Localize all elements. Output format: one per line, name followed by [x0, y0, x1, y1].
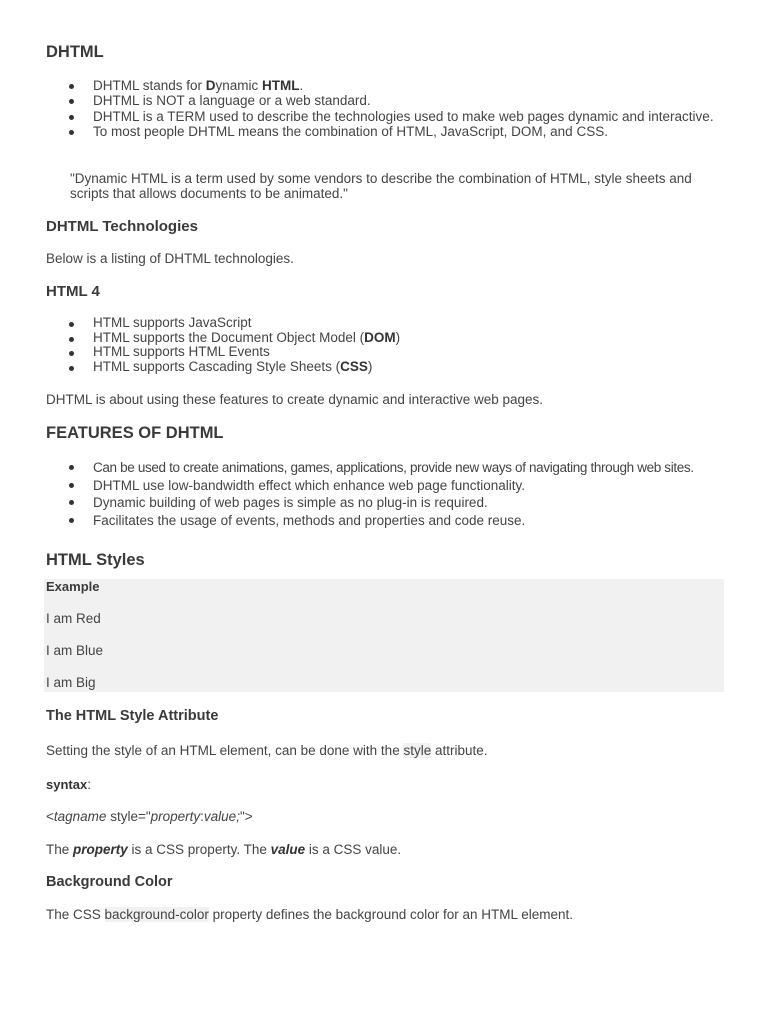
property-value-description: The property is a CSS property. The value is a CSS value.	[46, 842, 402, 857]
list-item: DHTML use low-bandwidth effect which enhance web page functionality.	[46, 477, 694, 495]
inline-code-style: style	[403, 743, 432, 758]
features-bullet-list	[46, 459, 694, 529]
background-color-description: The CSS background-color property defines the background color for an HTML element.	[46, 907, 574, 922]
list-item: DHTML is a TERM used to describe the technologies used to make web pages dynamic and interactive.	[46, 109, 714, 124]
section-heading-background-color: Background Color	[46, 874, 173, 890]
section-heading-technologies: DHTML Technologies	[46, 218, 198, 235]
syntax-label: syntax:	[46, 777, 91, 792]
list-item: To most people DHTML means the combination of HTML, JavaScript, DOM, and CSS.	[46, 124, 714, 139]
example-line-big: I am Big	[46, 675, 96, 690]
section-heading-style-attribute: The HTML Style Attribute	[46, 708, 219, 724]
list-item: Can be used to create animations, games, applications, provide new ways of navigating through web sites.	[46, 459, 694, 477]
dhtml-quote: "Dynamic HTML is a term used by some vendors to describe the combination of HTML, style sheets and scripts that allows documents to be animated."	[70, 171, 692, 201]
list-item: HTML supports the Document Object Model (DOM)	[46, 331, 400, 346]
list-item: HTML supports HTML Events	[46, 345, 400, 360]
section-heading-dhtml: DHTML	[46, 43, 104, 61]
list-item: HTML supports Cascading Style Sheets (CSS)	[46, 360, 400, 375]
example-box	[44, 579, 724, 692]
list-item: Facilitates the usage of events, methods and properties and code reuse.	[46, 512, 694, 530]
html4-summary: DHTML is about using these features to create dynamic and interactive web pages.	[46, 392, 544, 407]
technologies-intro: Below is a listing of DHTML technologies.	[46, 251, 294, 266]
list-item: DHTML is NOT a language or a web standard.	[46, 93, 714, 108]
inline-code-background-color: background-color	[104, 907, 209, 922]
style-attribute-description: Setting the style of an HTML element, can be done with the style attribute.	[46, 743, 488, 758]
example-line-blue: I am Blue	[46, 643, 104, 658]
list-item: Dynamic building of web pages is simple as no plug-in is required.	[46, 494, 694, 512]
section-heading-html-styles: HTML Styles	[46, 551, 145, 569]
list-item: DHTML stands for Dynamic HTML.	[46, 78, 714, 93]
dhtml-bullet-list	[46, 78, 714, 139]
list-item: HTML supports JavaScript	[46, 316, 400, 331]
syntax-example: <tagname style="property:value;">	[46, 809, 253, 824]
html4-bullet-list	[46, 316, 400, 375]
section-heading-html4: HTML 4	[46, 283, 100, 300]
example-label: Example	[46, 579, 100, 594]
example-line-red: I am Red	[46, 611, 101, 626]
section-heading-features: FEATURES OF DHTML	[46, 424, 224, 442]
